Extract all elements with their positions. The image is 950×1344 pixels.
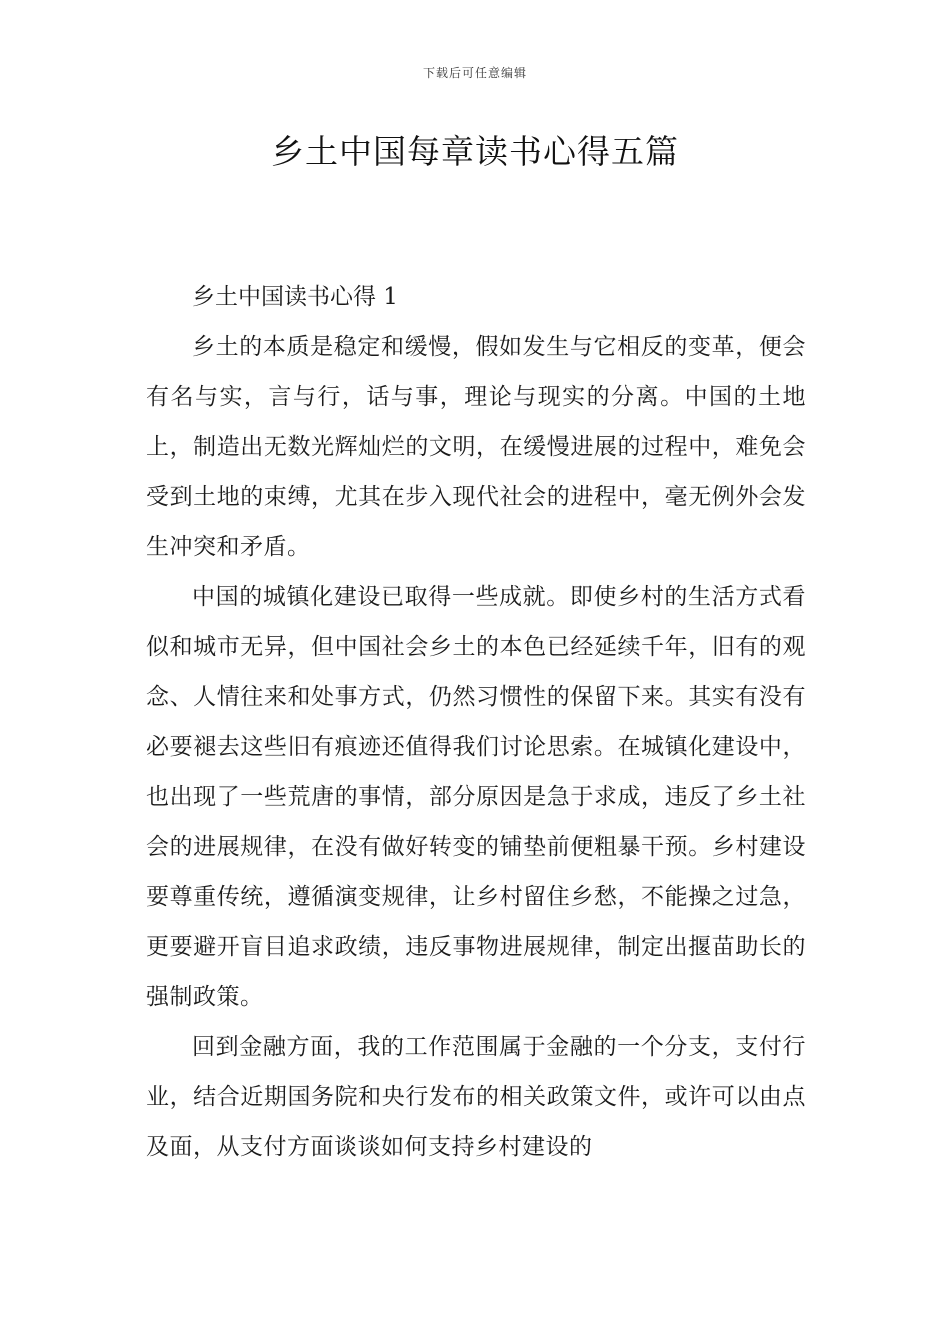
paragraph-3: 回到金融方面，我的工作范围属于金融的一个分支，支付行业，结合近期国务院和央行发布的相关政策文件，或许可以由点及面，从支付方面谈谈如何支持乡村建设的	[146, 1034, 806, 1160]
page-header-note: 下载后可任意编辑	[422, 66, 527, 80]
section-heading: 乡土中国读书心得 1	[192, 284, 398, 310]
paragraph-2: 中国的城镇化建设已取得一些成就。即使乡村的生活方式看似和城市无异，但中国社会乡土的本色已经延续千年，旧有的观念、人情往来和处事方式，仍然习惯性的保留下来。其实有没有必要褪去这些旧有痕迹还值得我们讨论思索。在城镇化建设中，也出现了一些荒唐的事情，部分原因是急于求成，违反了乡土社会的进展规律，在没有做好转变的铺垫前便粗暴干预。乡村建设要尊重传统，遵循演变规律，让乡村留住乡愁，不能操之过急，更要避开盲目追求政绩，违反事物进展规律，制定出揠苗助长的强制政策。	[146, 584, 806, 1010]
document-title: 乡土中国每章读书心得五篇	[271, 132, 679, 171]
paragraph-1: 乡土的本质是稳定和缓慢，假如发生与它相反的变革，便会有名与实，言与行，话与事，理论与现实的分离。中国的土地上，制造出无数光辉灿烂的文明，在缓慢进展的过程中，难免会受到土地的束缚，尤其在步入现代社会的进程中，毫无例外会发生冲突和矛盾。	[146, 334, 806, 560]
document-body	[146, 272, 806, 1172]
